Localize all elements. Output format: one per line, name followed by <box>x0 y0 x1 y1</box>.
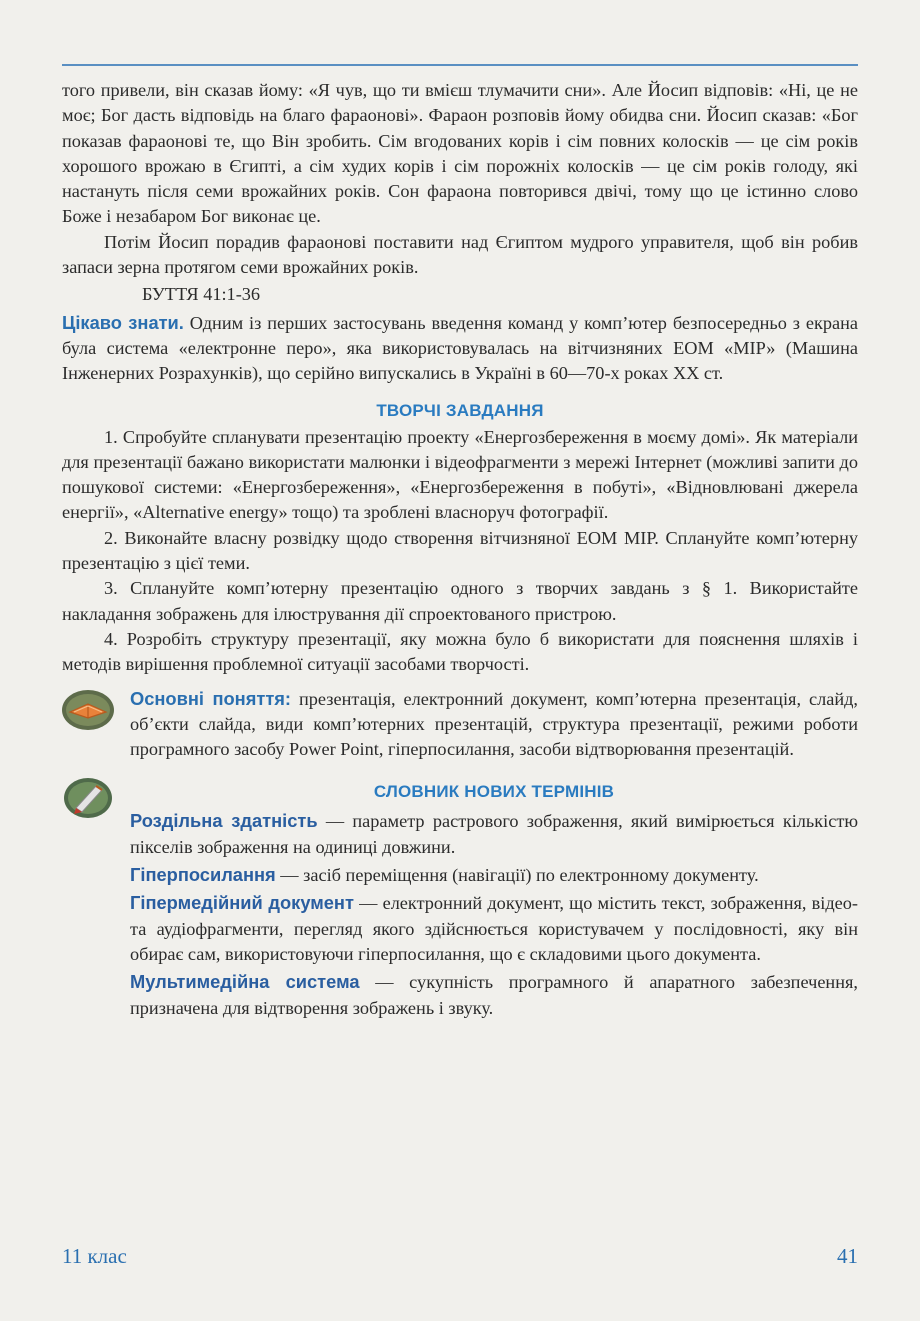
header-rule <box>62 64 858 66</box>
dictionary-definition: — електронний документ, що містить текст, зображення, відео- та аудіофрагменти, перегляд якого здійснюється користувачем у послідовності, яку він обирає сам, використовуючи гіперпосилання, що є складовими цього документа. <box>130 893 858 964</box>
grade-label: 11 клас <box>62 1244 127 1268</box>
interesting-fact-text: Одним із перших застосувань введення команд у комп’ютер безпосередньо з екрана була система «електронне перо», яка використовувалась на вітчизняних ЕОМ «МІР» (Машина Інженерних Розрахунків), що серійно випускались в Україні в 60—70-х роках XX ст. <box>62 312 859 384</box>
dictionary-term: Гіперпосилання <box>130 864 276 886</box>
intro-paragraph-1: того привели, він сказав йому: «Я чув, що ти вмієш тлумачити сни». Але Йосип відповів: «Ні, це не моє; Бог дасть відповідь на благо фараонові». Фараон розповів йому обидва сни. Йосип сказав: «Бог показав фараонові те, що Він зробить. Сім вгодованих корів і сім повних колосків — це сім років хорошого врожаю в Єгипті, а сім худих корів і сім порожніх колосків — це сім років голоду, які настануть після семи врожайних років. Сон фараона повторився двічі, тому що це істинно слово Боже і незабаром Бог виконає це. <box>62 80 858 227</box>
dictionary-definition: — параметр растрового зображення, який вимірюється кількістю пікселів зображення на одиниці довжини. <box>130 811 858 857</box>
key-concepts-text: презентація, електронний документ, комп’ютерна презентація, слайд, об’єкти слайда, види комп’ютерних презентацій, структура презентації, режими роботи програмного засобу Power Point, гіперпосилання, засоби відтворювання презентацій. <box>130 688 858 760</box>
book-icon <box>60 686 116 732</box>
pen-icon <box>60 774 116 820</box>
bible-reference: БУТТЯ 41:1-36 <box>142 284 261 305</box>
page-number: 41 <box>837 1244 858 1268</box>
dictionary-term: Мультимедійна система <box>130 971 360 993</box>
dictionary-term: Гіпермедійний документ <box>130 892 354 914</box>
creative-task-3: 3. Сплануйте комп’ютерну презентацію одного з творчих завдань з § 1. Використайте накладання зображень для ілюстрування дії спроектованого пристрою. <box>62 578 858 624</box>
creative-task-1: 1. Спробуйте спланувати презентацію проекту «Енергозбереження в моєму домі». Як матеріали для презентації бажано використати малюнки і відеофрагменти з мережі Інтернет (можливі запити до пошукової системи: «Енергозбереження», «Енергозбереження в побуті», «Відновлювані джерела енергії», «Alternative energy» тощо) та зроблені власноруч фотографії. <box>62 426 858 523</box>
dictionary-term: Роздільна здатність <box>130 810 318 832</box>
key-concepts-label: Основні поняття: <box>130 687 292 709</box>
key-concepts-section <box>62 686 858 763</box>
dictionary-definition: — засіб переміщення (навігації) по електронному документу. <box>275 865 759 886</box>
creative-task-2: 2. Виконайте власну розвідку щодо створення вітчизняної ЕОМ МІР. Сплануйте комп’ютерну презентацію з цієї теми. <box>62 527 858 574</box>
interesting-fact <box>62 310 858 387</box>
dictionary-entry <box>130 808 858 860</box>
dictionary-definition: — сукупність програмного й апаратного забезпечення, призначена для відтворення зображень і звуку. <box>130 972 858 1018</box>
dictionary-heading: СЛОВНИК НОВИХ ТЕРМІНІВ <box>373 782 615 802</box>
creative-task-4: 4. Розробіть структуру презентації, яку можна було б використати для пояснення шляхів і методів вирішення проблемної ситуації засобами творчості. <box>62 628 858 675</box>
creative-tasks-heading: ТВОРЧІ ЗАВДАННЯ <box>376 400 544 420</box>
intro-paragraph-2: Потім Йосип порадив фараонові поставити над Єгиптом мудрого управителя, щоб він робив запаси зерна протягом семи врожайних років. <box>62 231 858 278</box>
interesting-fact-label: Цікаво знати. <box>62 311 184 333</box>
page-content <box>62 78 858 1023</box>
dictionary-entry <box>130 890 858 967</box>
dictionary-entry <box>130 969 858 1021</box>
key-concepts <box>130 686 858 763</box>
dictionary-entry <box>130 862 858 888</box>
dictionary-section <box>62 782 858 1020</box>
